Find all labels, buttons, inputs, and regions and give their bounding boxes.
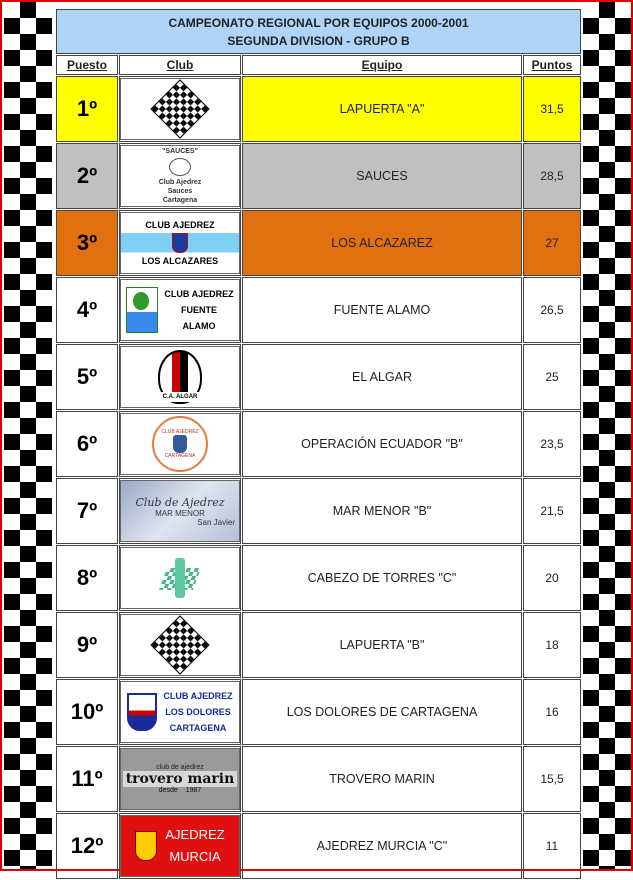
points-cell: 20: [523, 545, 581, 611]
logo-text: Cartagena: [162, 197, 198, 204]
lapuerta-chessboard-logo: [120, 78, 240, 140]
team-cell: EL ALGAR: [242, 344, 522, 410]
logo-text: desde: [158, 787, 178, 794]
table-row: [56, 210, 581, 276]
logo-text: Sauces: [167, 188, 193, 195]
table-row: [56, 545, 581, 611]
team-cell: CABEZO DE TORRES "C": [242, 545, 522, 611]
chessboard-icon: [150, 615, 209, 674]
logo-text: MURCIA: [169, 849, 221, 864]
los-alcazares-logo: [120, 212, 240, 274]
position-cell: 12º: [56, 813, 118, 879]
logo-text: Club de Ajedrez: [135, 495, 225, 509]
ajedrez-murcia-logo: [120, 815, 240, 877]
team-cell: OPERACIÓN ECUADOR "B": [242, 411, 522, 477]
table-row: [56, 679, 581, 745]
table-row: [56, 76, 581, 142]
logo-text: "SAUCES": [162, 148, 198, 155]
table-row: [56, 411, 581, 477]
header-club: Club: [119, 55, 241, 75]
position-cell: 1º: [56, 76, 118, 142]
position-cell: 4º: [56, 277, 118, 343]
logo-text: FUENTE: [180, 305, 217, 315]
el-algar-logo: [120, 346, 240, 408]
position-cell: 8º: [56, 545, 118, 611]
header-team: Equipo: [242, 55, 522, 75]
logo-text: club de ajedrez: [156, 764, 204, 771]
team-cell: LOS ALCAZAREZ: [242, 210, 522, 276]
title-row: [56, 9, 581, 54]
header-position: Puesto: [56, 55, 118, 75]
los-dolores-logo: [120, 681, 240, 743]
club-cell: [119, 411, 241, 477]
points-cell: 28,5: [523, 143, 581, 209]
position-cell: 3º: [56, 210, 118, 276]
team-cell: LOS DOLORES DE CARTAGENA: [242, 679, 522, 745]
left-checkered-border: [4, 2, 52, 869]
table-row: [56, 478, 581, 544]
chess-king-icon: [155, 556, 205, 600]
points-cell: 27: [523, 210, 581, 276]
emblem-icon: [169, 158, 191, 176]
chess-piece-icon: [158, 350, 202, 404]
team-cell: TROVERO MARIN: [242, 746, 522, 812]
logo-text: CARTAGENA: [164, 453, 196, 459]
trovero-marin-logo: [120, 748, 240, 810]
club-cell: [119, 746, 241, 812]
points-cell: 15,5: [523, 746, 581, 812]
club-cell: [119, 210, 241, 276]
header-points: Puntos: [523, 55, 581, 75]
team-cell: SAUCES: [242, 143, 522, 209]
table-row: [56, 143, 581, 209]
position-cell: 6º: [56, 411, 118, 477]
points-cell: 26,5: [523, 277, 581, 343]
logo-text: AJEDREZ: [165, 827, 225, 842]
shield-icon: [127, 693, 157, 731]
team-cell: LAPUERTA "A": [242, 76, 522, 142]
club-cell: [119, 143, 241, 209]
logo-text: San Javier: [197, 517, 235, 527]
logo-text: 1987: [185, 787, 202, 794]
cabezo-de-torres-logo: [120, 547, 240, 609]
table-row: [56, 813, 581, 879]
team-cell: FUENTE ALAMO: [242, 277, 522, 343]
club-cell: [119, 76, 241, 142]
team-cell: AJEDREZ MURCIA "C": [242, 813, 522, 879]
logo-text: CLUB AJEDREZ: [161, 429, 199, 435]
logo-text: CLUB AJEDREZ: [145, 220, 215, 230]
sauces-logo: [120, 145, 240, 207]
position-cell: 5º: [56, 344, 118, 410]
points-cell: 23,5: [523, 411, 581, 477]
tree-icon: [126, 287, 158, 333]
position-cell: 9º: [56, 612, 118, 678]
logo-text: CLUB AJEDREZ: [163, 691, 233, 701]
position-cell: 7º: [56, 478, 118, 544]
points-cell: 31,5: [523, 76, 581, 142]
logo-text: ALAMO: [182, 321, 216, 331]
points-cell: 18: [523, 612, 581, 678]
team-cell: LAPUERTA "B": [242, 612, 522, 678]
operacion-ecuador-logo: [120, 413, 240, 475]
mar-menor-logo: [120, 480, 240, 542]
shield-icon: [135, 831, 157, 861]
position-cell: 10º: [56, 679, 118, 745]
logo-text: LOS ALCAZARES: [141, 256, 219, 266]
header-row: [56, 55, 581, 75]
points-cell: 21,5: [523, 478, 581, 544]
table-row: [56, 344, 581, 410]
table-row: [56, 746, 581, 812]
team-cell: MAR MENOR "B": [242, 478, 522, 544]
club-cell: [119, 478, 241, 544]
club-cell: [119, 545, 241, 611]
logo-text: MAR MENOR: [155, 508, 205, 518]
logo-text: C.A. ALGAR: [162, 394, 198, 400]
table-title: [56, 9, 581, 54]
position-cell: 11º: [56, 746, 118, 812]
club-cell: [119, 813, 241, 879]
table-row: [56, 277, 581, 343]
title-line-2: SEGUNDA DIVISION - GRUPO B: [227, 33, 410, 48]
points-cell: 16: [523, 679, 581, 745]
right-checkered-border: [583, 2, 631, 869]
logo-text: trovero marin: [123, 771, 238, 787]
position-cell: 2º: [56, 143, 118, 209]
emblem-icon: [152, 416, 208, 472]
logo-text: CARTAGENA: [169, 723, 227, 733]
standings-table: [55, 8, 582, 880]
club-cell: [119, 612, 241, 678]
shield-icon: [172, 233, 188, 253]
title-line-1: CAMPEONATO REGIONAL POR EQUIPOS 2000-2001: [168, 15, 469, 30]
points-cell: 25: [523, 344, 581, 410]
points-cell: 11: [523, 813, 581, 879]
lapuerta-chessboard-logo: [120, 614, 240, 676]
club-cell: [119, 679, 241, 745]
logo-text: CLUB AJEDREZ: [164, 289, 234, 299]
club-cell: [119, 344, 241, 410]
club-cell: [119, 277, 241, 343]
logo-text: LOS DOLORES: [165, 707, 231, 717]
logo-text: Club Ajedrez: [158, 179, 202, 186]
table-row: [56, 612, 581, 678]
fuente-alamo-logo: [120, 279, 240, 341]
chessboard-icon: [150, 79, 209, 138]
